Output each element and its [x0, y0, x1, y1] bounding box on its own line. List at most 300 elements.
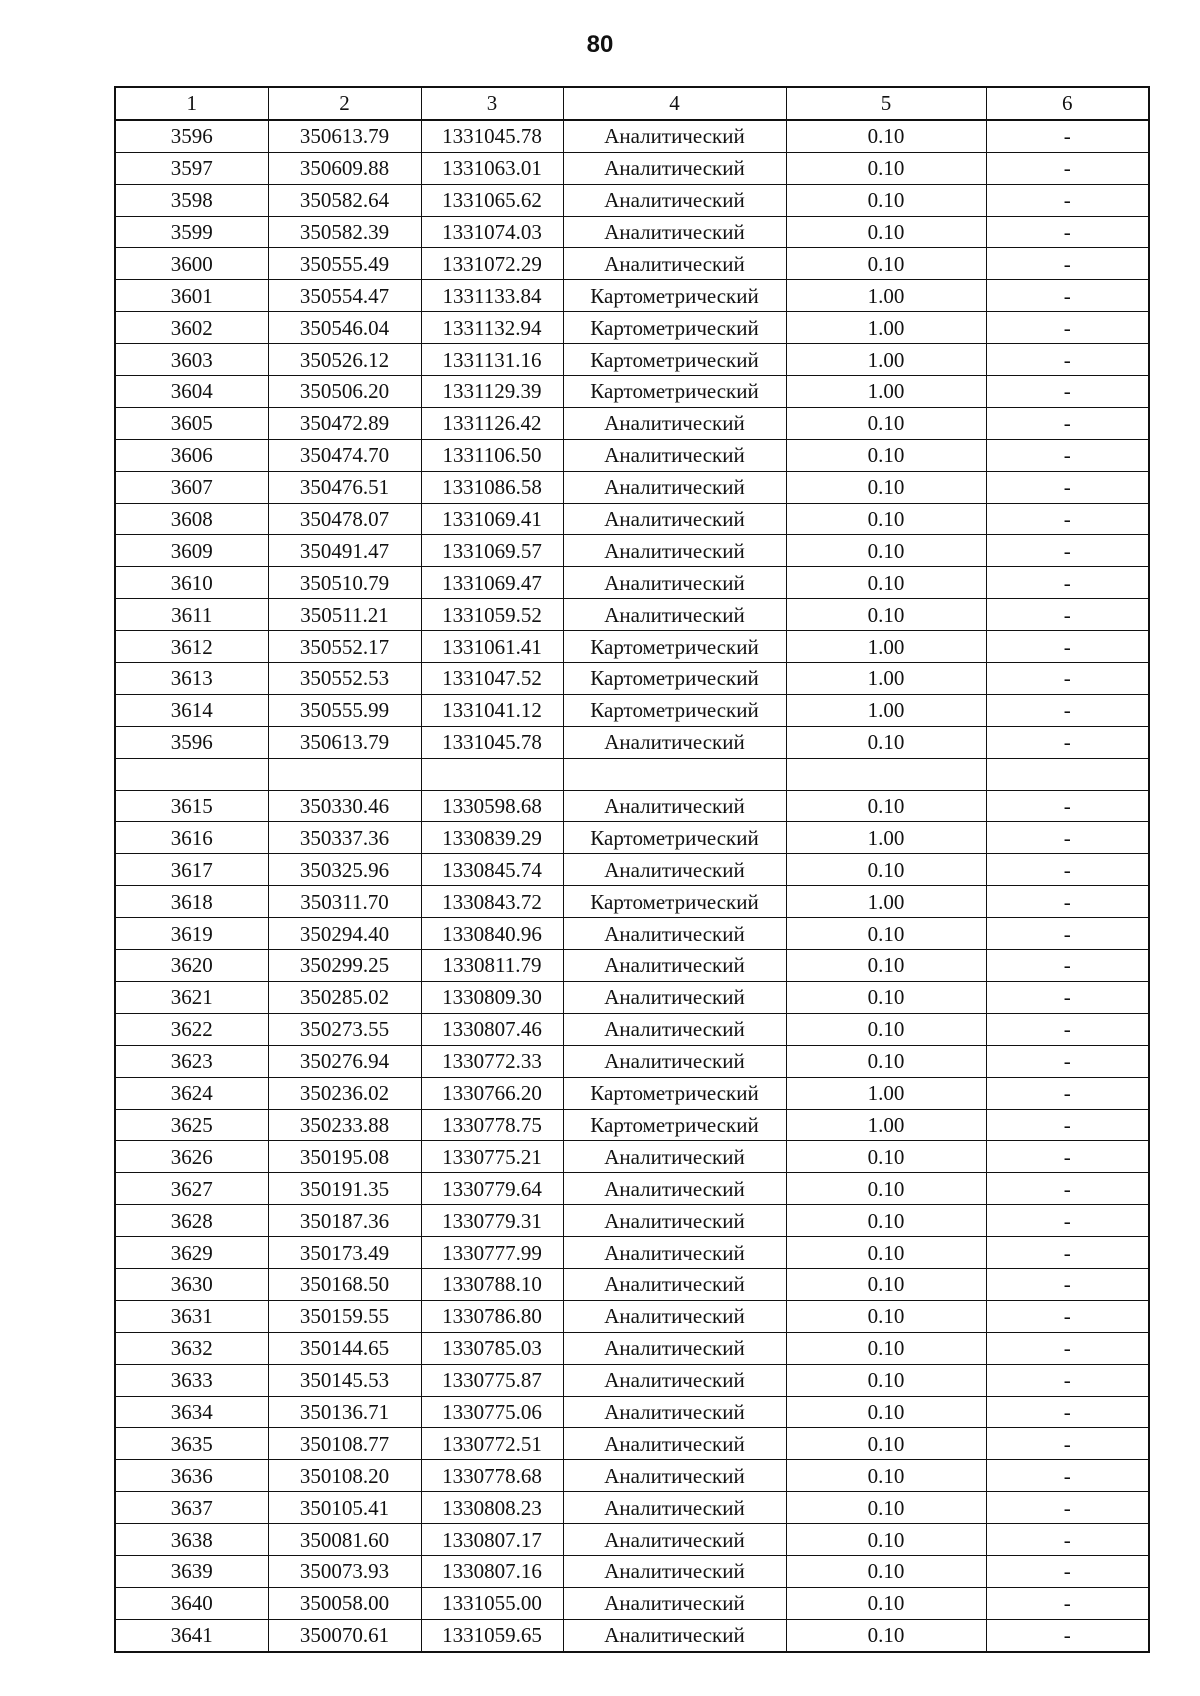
- accuracy-cell: 0.10: [786, 120, 986, 152]
- y-coordinate-cell: 1330598.68: [421, 790, 563, 822]
- y-coordinate-cell: 1330807.46: [421, 1013, 563, 1045]
- method-cell: Аналитический: [563, 1237, 786, 1269]
- x-coordinate-cell: 350472.89: [268, 407, 421, 439]
- point-number-cell: 3596: [115, 120, 268, 152]
- accuracy-cell: 0.10: [786, 1524, 986, 1556]
- method-cell: Картометрический: [563, 344, 786, 376]
- point-number-cell: 3601: [115, 280, 268, 312]
- accuracy-cell: 1.00: [786, 631, 986, 663]
- x-coordinate-cell: 350108.20: [268, 1460, 421, 1492]
- point-number-cell: 3623: [115, 1045, 268, 1077]
- note-cell: -: [986, 1619, 1149, 1651]
- point-number-cell: 3615: [115, 790, 268, 822]
- method-cell: [563, 758, 786, 790]
- y-coordinate-cell: 1330807.17: [421, 1524, 563, 1556]
- y-coordinate-cell: 1330772.51: [421, 1428, 563, 1460]
- point-number-cell: 3640: [115, 1587, 268, 1619]
- method-cell: Аналитический: [563, 1555, 786, 1587]
- x-coordinate-cell: 350554.47: [268, 280, 421, 312]
- table-row: [115, 1364, 1149, 1396]
- x-coordinate-cell: 350526.12: [268, 344, 421, 376]
- y-coordinate-cell: 1331065.62: [421, 184, 563, 216]
- point-number-cell: 3627: [115, 1173, 268, 1205]
- note-cell: -: [986, 1141, 1149, 1173]
- method-cell: Аналитический: [563, 1428, 786, 1460]
- point-number-cell: 3612: [115, 631, 268, 663]
- table-row: [115, 535, 1149, 567]
- note-cell: -: [986, 1332, 1149, 1364]
- accuracy-cell: 0.10: [786, 1045, 986, 1077]
- note-cell: -: [986, 1555, 1149, 1587]
- accuracy-cell: 0.10: [786, 152, 986, 184]
- y-coordinate-cell: 1330778.68: [421, 1460, 563, 1492]
- x-coordinate-cell: 350609.88: [268, 152, 421, 184]
- table-row: [115, 790, 1149, 822]
- method-cell: Аналитический: [563, 567, 786, 599]
- column-header-2: 2: [268, 87, 421, 120]
- table-row: [115, 1396, 1149, 1428]
- table-row: [115, 1332, 1149, 1364]
- table-row: [115, 567, 1149, 599]
- x-coordinate-cell: 350233.88: [268, 1109, 421, 1141]
- note-cell: -: [986, 1237, 1149, 1269]
- accuracy-cell: 0.10: [786, 567, 986, 599]
- table-row: [115, 918, 1149, 950]
- method-cell: Картометрический: [563, 886, 786, 918]
- y-coordinate-cell: 1331047.52: [421, 663, 563, 695]
- method-cell: Аналитический: [563, 471, 786, 503]
- method-cell: Аналитический: [563, 439, 786, 471]
- note-cell: -: [986, 918, 1149, 950]
- method-cell: Аналитический: [563, 1364, 786, 1396]
- y-coordinate-cell: 1331133.84: [421, 280, 563, 312]
- method-cell: Картометрический: [563, 1109, 786, 1141]
- y-coordinate-cell: 1330788.10: [421, 1268, 563, 1300]
- point-number-cell: 3624: [115, 1077, 268, 1109]
- note-cell: -: [986, 631, 1149, 663]
- x-coordinate-cell: 350511.21: [268, 599, 421, 631]
- table-row: [115, 471, 1149, 503]
- point-number-cell: 3628: [115, 1205, 268, 1237]
- y-coordinate-cell: 1330775.87: [421, 1364, 563, 1396]
- note-cell: -: [986, 120, 1149, 152]
- table-row: [115, 726, 1149, 758]
- accuracy-cell: 0.10: [786, 1141, 986, 1173]
- accuracy-cell: 0.10: [786, 1492, 986, 1524]
- point-number-cell: 3621: [115, 981, 268, 1013]
- point-number-cell: 3637: [115, 1492, 268, 1524]
- y-coordinate-cell: 1331129.39: [421, 376, 563, 408]
- note-cell: -: [986, 1460, 1149, 1492]
- note-cell: -: [986, 1045, 1149, 1077]
- table-row: [115, 599, 1149, 631]
- y-coordinate-cell: 1331074.03: [421, 216, 563, 248]
- x-coordinate-cell: 350299.25: [268, 950, 421, 982]
- table-row: [115, 758, 1149, 790]
- column-header-6: 6: [986, 87, 1149, 120]
- note-cell: -: [986, 1524, 1149, 1556]
- point-number-cell: 3634: [115, 1396, 268, 1428]
- accuracy-cell: 0.10: [786, 1396, 986, 1428]
- table-row: [115, 663, 1149, 695]
- y-coordinate-cell: 1331055.00: [421, 1587, 563, 1619]
- method-cell: Аналитический: [563, 1141, 786, 1173]
- accuracy-cell: 0.10: [786, 1173, 986, 1205]
- note-cell: -: [986, 599, 1149, 631]
- note-cell: -: [986, 1396, 1149, 1428]
- note-cell: -: [986, 344, 1149, 376]
- table-row: [115, 120, 1149, 152]
- accuracy-cell: 0.10: [786, 248, 986, 280]
- note-cell: -: [986, 280, 1149, 312]
- method-cell: Картометрический: [563, 1077, 786, 1109]
- coordinates-table: [114, 86, 1150, 1653]
- x-coordinate-cell: 350491.47: [268, 535, 421, 567]
- table-header: [115, 87, 1149, 120]
- point-number-cell: 3607: [115, 471, 268, 503]
- y-coordinate-cell: 1331126.42: [421, 407, 563, 439]
- table-row: [115, 694, 1149, 726]
- method-cell: Аналитический: [563, 1268, 786, 1300]
- y-coordinate-cell: 1330808.23: [421, 1492, 563, 1524]
- accuracy-cell: 0.10: [786, 1364, 986, 1396]
- accuracy-cell: 0.10: [786, 1300, 986, 1332]
- accuracy-cell: 0.10: [786, 184, 986, 216]
- point-number-cell: 3611: [115, 599, 268, 631]
- method-cell: Аналитический: [563, 1332, 786, 1364]
- column-header-5: 5: [786, 87, 986, 120]
- table-row: [115, 184, 1149, 216]
- accuracy-cell: 0.10: [786, 1587, 986, 1619]
- y-coordinate-cell: 1330772.33: [421, 1045, 563, 1077]
- y-coordinate-cell: 1331132.94: [421, 312, 563, 344]
- note-cell: [986, 758, 1149, 790]
- point-number-cell: 3603: [115, 344, 268, 376]
- x-coordinate-cell: 350582.64: [268, 184, 421, 216]
- table-row: [115, 1173, 1149, 1205]
- y-coordinate-cell: 1330778.75: [421, 1109, 563, 1141]
- table-row: [115, 1141, 1149, 1173]
- note-cell: -: [986, 248, 1149, 280]
- accuracy-cell: 0.10: [786, 854, 986, 886]
- accuracy-cell: 0.10: [786, 503, 986, 535]
- note-cell: -: [986, 439, 1149, 471]
- point-number-cell: 3617: [115, 854, 268, 886]
- x-coordinate-cell: 350159.55: [268, 1300, 421, 1332]
- point-number-cell: 3604: [115, 376, 268, 408]
- note-cell: -: [986, 1077, 1149, 1109]
- point-number-cell: 3614: [115, 694, 268, 726]
- y-coordinate-cell: 1330809.30: [421, 981, 563, 1013]
- table-row: [115, 216, 1149, 248]
- y-coordinate-cell: 1331059.52: [421, 599, 563, 631]
- method-cell: Картометрический: [563, 663, 786, 695]
- method-cell: Аналитический: [563, 1524, 786, 1556]
- accuracy-cell: 0.10: [786, 1555, 986, 1587]
- x-coordinate-cell: 350546.04: [268, 312, 421, 344]
- x-coordinate-cell: 350478.07: [268, 503, 421, 535]
- note-cell: -: [986, 694, 1149, 726]
- method-cell: Картометрический: [563, 631, 786, 663]
- x-coordinate-cell: 350081.60: [268, 1524, 421, 1556]
- accuracy-cell: 0.10: [786, 1619, 986, 1651]
- point-number-cell: 3618: [115, 886, 268, 918]
- table-row: [115, 1077, 1149, 1109]
- method-cell: Аналитический: [563, 407, 786, 439]
- note-cell: -: [986, 376, 1149, 408]
- x-coordinate-cell: 350613.79: [268, 120, 421, 152]
- point-number-cell: 3602: [115, 312, 268, 344]
- accuracy-cell: 0.10: [786, 1013, 986, 1045]
- point-number-cell: [115, 758, 268, 790]
- point-number-cell: 3616: [115, 822, 268, 854]
- y-coordinate-cell: 1330777.99: [421, 1237, 563, 1269]
- y-coordinate-cell: 1331045.78: [421, 726, 563, 758]
- method-cell: Аналитический: [563, 981, 786, 1013]
- point-number-cell: 3600: [115, 248, 268, 280]
- table-row: [115, 950, 1149, 982]
- accuracy-cell: 0.10: [786, 1460, 986, 1492]
- accuracy-cell: [786, 758, 986, 790]
- accuracy-cell: 0.10: [786, 471, 986, 503]
- table-row: [115, 1460, 1149, 1492]
- point-number-cell: 3636: [115, 1460, 268, 1492]
- x-coordinate-cell: 350582.39: [268, 216, 421, 248]
- method-cell: Аналитический: [563, 216, 786, 248]
- method-cell: Аналитический: [563, 1492, 786, 1524]
- table-row: [115, 376, 1149, 408]
- table-row: [115, 1524, 1149, 1556]
- note-cell: -: [986, 1364, 1149, 1396]
- method-cell: Аналитический: [563, 1619, 786, 1651]
- method-cell: Аналитический: [563, 790, 786, 822]
- x-coordinate-cell: 350552.17: [268, 631, 421, 663]
- note-cell: -: [986, 1587, 1149, 1619]
- point-number-cell: 3605: [115, 407, 268, 439]
- table-row: [115, 1492, 1149, 1524]
- note-cell: -: [986, 407, 1149, 439]
- method-cell: Аналитический: [563, 726, 786, 758]
- point-number-cell: 3613: [115, 663, 268, 695]
- x-coordinate-cell: 350105.41: [268, 1492, 421, 1524]
- note-cell: -: [986, 822, 1149, 854]
- accuracy-cell: 1.00: [786, 886, 986, 918]
- method-cell: Аналитический: [563, 854, 786, 886]
- page-number: 80: [586, 31, 614, 58]
- method-cell: Аналитический: [563, 1396, 786, 1428]
- x-coordinate-cell: 350285.02: [268, 981, 421, 1013]
- header-row: [115, 87, 1149, 120]
- x-coordinate-cell: 350136.71: [268, 1396, 421, 1428]
- y-coordinate-cell: 1331069.47: [421, 567, 563, 599]
- y-coordinate-cell: 1330775.06: [421, 1396, 563, 1428]
- table-row: [115, 1300, 1149, 1332]
- method-cell: Аналитический: [563, 950, 786, 982]
- method-cell: Аналитический: [563, 1300, 786, 1332]
- y-coordinate-cell: 1330811.79: [421, 950, 563, 982]
- x-coordinate-cell: 350337.36: [268, 822, 421, 854]
- x-coordinate-cell: 350276.94: [268, 1045, 421, 1077]
- y-coordinate-cell: 1330779.31: [421, 1205, 563, 1237]
- point-number-cell: 3641: [115, 1619, 268, 1651]
- x-coordinate-cell: 350552.53: [268, 663, 421, 695]
- note-cell: -: [986, 981, 1149, 1013]
- y-coordinate-cell: 1331045.78: [421, 120, 563, 152]
- accuracy-cell: 0.10: [786, 790, 986, 822]
- y-coordinate-cell: 1330766.20: [421, 1077, 563, 1109]
- point-number-cell: 3639: [115, 1555, 268, 1587]
- y-coordinate-cell: 1331106.50: [421, 439, 563, 471]
- note-cell: -: [986, 886, 1149, 918]
- accuracy-cell: 0.10: [786, 1205, 986, 1237]
- accuracy-cell: 1.00: [786, 822, 986, 854]
- method-cell: Аналитический: [563, 1013, 786, 1045]
- table-row: [115, 1013, 1149, 1045]
- y-coordinate-cell: 1331086.58: [421, 471, 563, 503]
- x-coordinate-cell: 350294.40: [268, 918, 421, 950]
- x-coordinate-cell: 350613.79: [268, 726, 421, 758]
- note-cell: -: [986, 471, 1149, 503]
- accuracy-cell: 0.10: [786, 1332, 986, 1364]
- table-row: [115, 1619, 1149, 1651]
- note-cell: -: [986, 726, 1149, 758]
- y-coordinate-cell: 1330807.16: [421, 1555, 563, 1587]
- x-coordinate-cell: 350311.70: [268, 886, 421, 918]
- accuracy-cell: 0.10: [786, 439, 986, 471]
- point-number-cell: 3597: [115, 152, 268, 184]
- note-cell: -: [986, 1268, 1149, 1300]
- table-row: [115, 503, 1149, 535]
- accuracy-cell: 1.00: [786, 376, 986, 408]
- accuracy-cell: 1.00: [786, 694, 986, 726]
- x-coordinate-cell: 350168.50: [268, 1268, 421, 1300]
- y-coordinate-cell: 1331063.01: [421, 152, 563, 184]
- note-cell: -: [986, 854, 1149, 886]
- note-cell: -: [986, 1300, 1149, 1332]
- table-row: [115, 152, 1149, 184]
- point-number-cell: 3620: [115, 950, 268, 982]
- y-coordinate-cell: 1331069.57: [421, 535, 563, 567]
- note-cell: -: [986, 950, 1149, 982]
- method-cell: Аналитический: [563, 1587, 786, 1619]
- method-cell: Аналитический: [563, 535, 786, 567]
- accuracy-cell: 0.10: [786, 1428, 986, 1460]
- method-cell: Картометрический: [563, 280, 786, 312]
- accuracy-cell: 1.00: [786, 1109, 986, 1141]
- x-coordinate-cell: 350330.46: [268, 790, 421, 822]
- x-coordinate-cell: 350173.49: [268, 1237, 421, 1269]
- x-coordinate-cell: 350144.65: [268, 1332, 421, 1364]
- note-cell: -: [986, 152, 1149, 184]
- table-row: [115, 822, 1149, 854]
- table-row: [115, 1205, 1149, 1237]
- x-coordinate-cell: 350555.99: [268, 694, 421, 726]
- table-row: [115, 407, 1149, 439]
- point-number-cell: 3625: [115, 1109, 268, 1141]
- x-coordinate-cell: 350325.96: [268, 854, 421, 886]
- accuracy-cell: 0.10: [786, 407, 986, 439]
- method-cell: Аналитический: [563, 599, 786, 631]
- accuracy-cell: 1.00: [786, 344, 986, 376]
- x-coordinate-cell: 350191.35: [268, 1173, 421, 1205]
- accuracy-cell: 1.00: [786, 1077, 986, 1109]
- note-cell: -: [986, 1205, 1149, 1237]
- table-row: [115, 1109, 1149, 1141]
- method-cell: Аналитический: [563, 1173, 786, 1205]
- accuracy-cell: 1.00: [786, 663, 986, 695]
- y-coordinate-cell: 1331059.65: [421, 1619, 563, 1651]
- accuracy-cell: 1.00: [786, 280, 986, 312]
- accuracy-cell: 1.00: [786, 312, 986, 344]
- note-cell: -: [986, 1492, 1149, 1524]
- point-number-cell: 3626: [115, 1141, 268, 1173]
- method-cell: Картометрический: [563, 694, 786, 726]
- note-cell: -: [986, 184, 1149, 216]
- x-coordinate-cell: 350070.61: [268, 1619, 421, 1651]
- method-cell: Картометрический: [563, 376, 786, 408]
- note-cell: -: [986, 503, 1149, 535]
- x-coordinate-cell: 350073.93: [268, 1555, 421, 1587]
- point-number-cell: 3635: [115, 1428, 268, 1460]
- accuracy-cell: 0.10: [786, 216, 986, 248]
- point-number-cell: 3596: [115, 726, 268, 758]
- x-coordinate-cell: 350476.51: [268, 471, 421, 503]
- table-row: [115, 854, 1149, 886]
- table-row: [115, 439, 1149, 471]
- method-cell: Картометрический: [563, 312, 786, 344]
- point-number-cell: 3629: [115, 1237, 268, 1269]
- x-coordinate-cell: 350506.20: [268, 376, 421, 408]
- column-header-4: 4: [563, 87, 786, 120]
- y-coordinate-cell: 1331072.29: [421, 248, 563, 280]
- x-coordinate-cell: 350108.77: [268, 1428, 421, 1460]
- y-coordinate-cell: 1331041.12: [421, 694, 563, 726]
- note-cell: -: [986, 1173, 1149, 1205]
- accuracy-cell: 0.10: [786, 599, 986, 631]
- note-cell: -: [986, 535, 1149, 567]
- point-number-cell: 3609: [115, 535, 268, 567]
- table-row: [115, 248, 1149, 280]
- note-cell: -: [986, 663, 1149, 695]
- accuracy-cell: 0.10: [786, 535, 986, 567]
- table-row: [115, 886, 1149, 918]
- table-row: [115, 631, 1149, 663]
- y-coordinate-cell: 1330786.80: [421, 1300, 563, 1332]
- x-coordinate-cell: 350510.79: [268, 567, 421, 599]
- accuracy-cell: 0.10: [786, 918, 986, 950]
- point-number-cell: 3638: [115, 1524, 268, 1556]
- method-cell: Аналитический: [563, 248, 786, 280]
- y-coordinate-cell: 1330785.03: [421, 1332, 563, 1364]
- x-coordinate-cell: 350555.49: [268, 248, 421, 280]
- accuracy-cell: 0.10: [786, 1268, 986, 1300]
- x-coordinate-cell: [268, 758, 421, 790]
- y-coordinate-cell: 1330775.21: [421, 1141, 563, 1173]
- method-cell: Аналитический: [563, 1205, 786, 1237]
- table-row: [115, 981, 1149, 1013]
- note-cell: -: [986, 567, 1149, 599]
- y-coordinate-cell: 1330843.72: [421, 886, 563, 918]
- point-number-cell: 3633: [115, 1364, 268, 1396]
- method-cell: Аналитический: [563, 918, 786, 950]
- table-row: [115, 1428, 1149, 1460]
- table-row: [115, 344, 1149, 376]
- point-number-cell: 3622: [115, 1013, 268, 1045]
- table-row: [115, 280, 1149, 312]
- column-header-3: 3: [421, 87, 563, 120]
- table-body: [115, 120, 1149, 1652]
- note-cell: -: [986, 790, 1149, 822]
